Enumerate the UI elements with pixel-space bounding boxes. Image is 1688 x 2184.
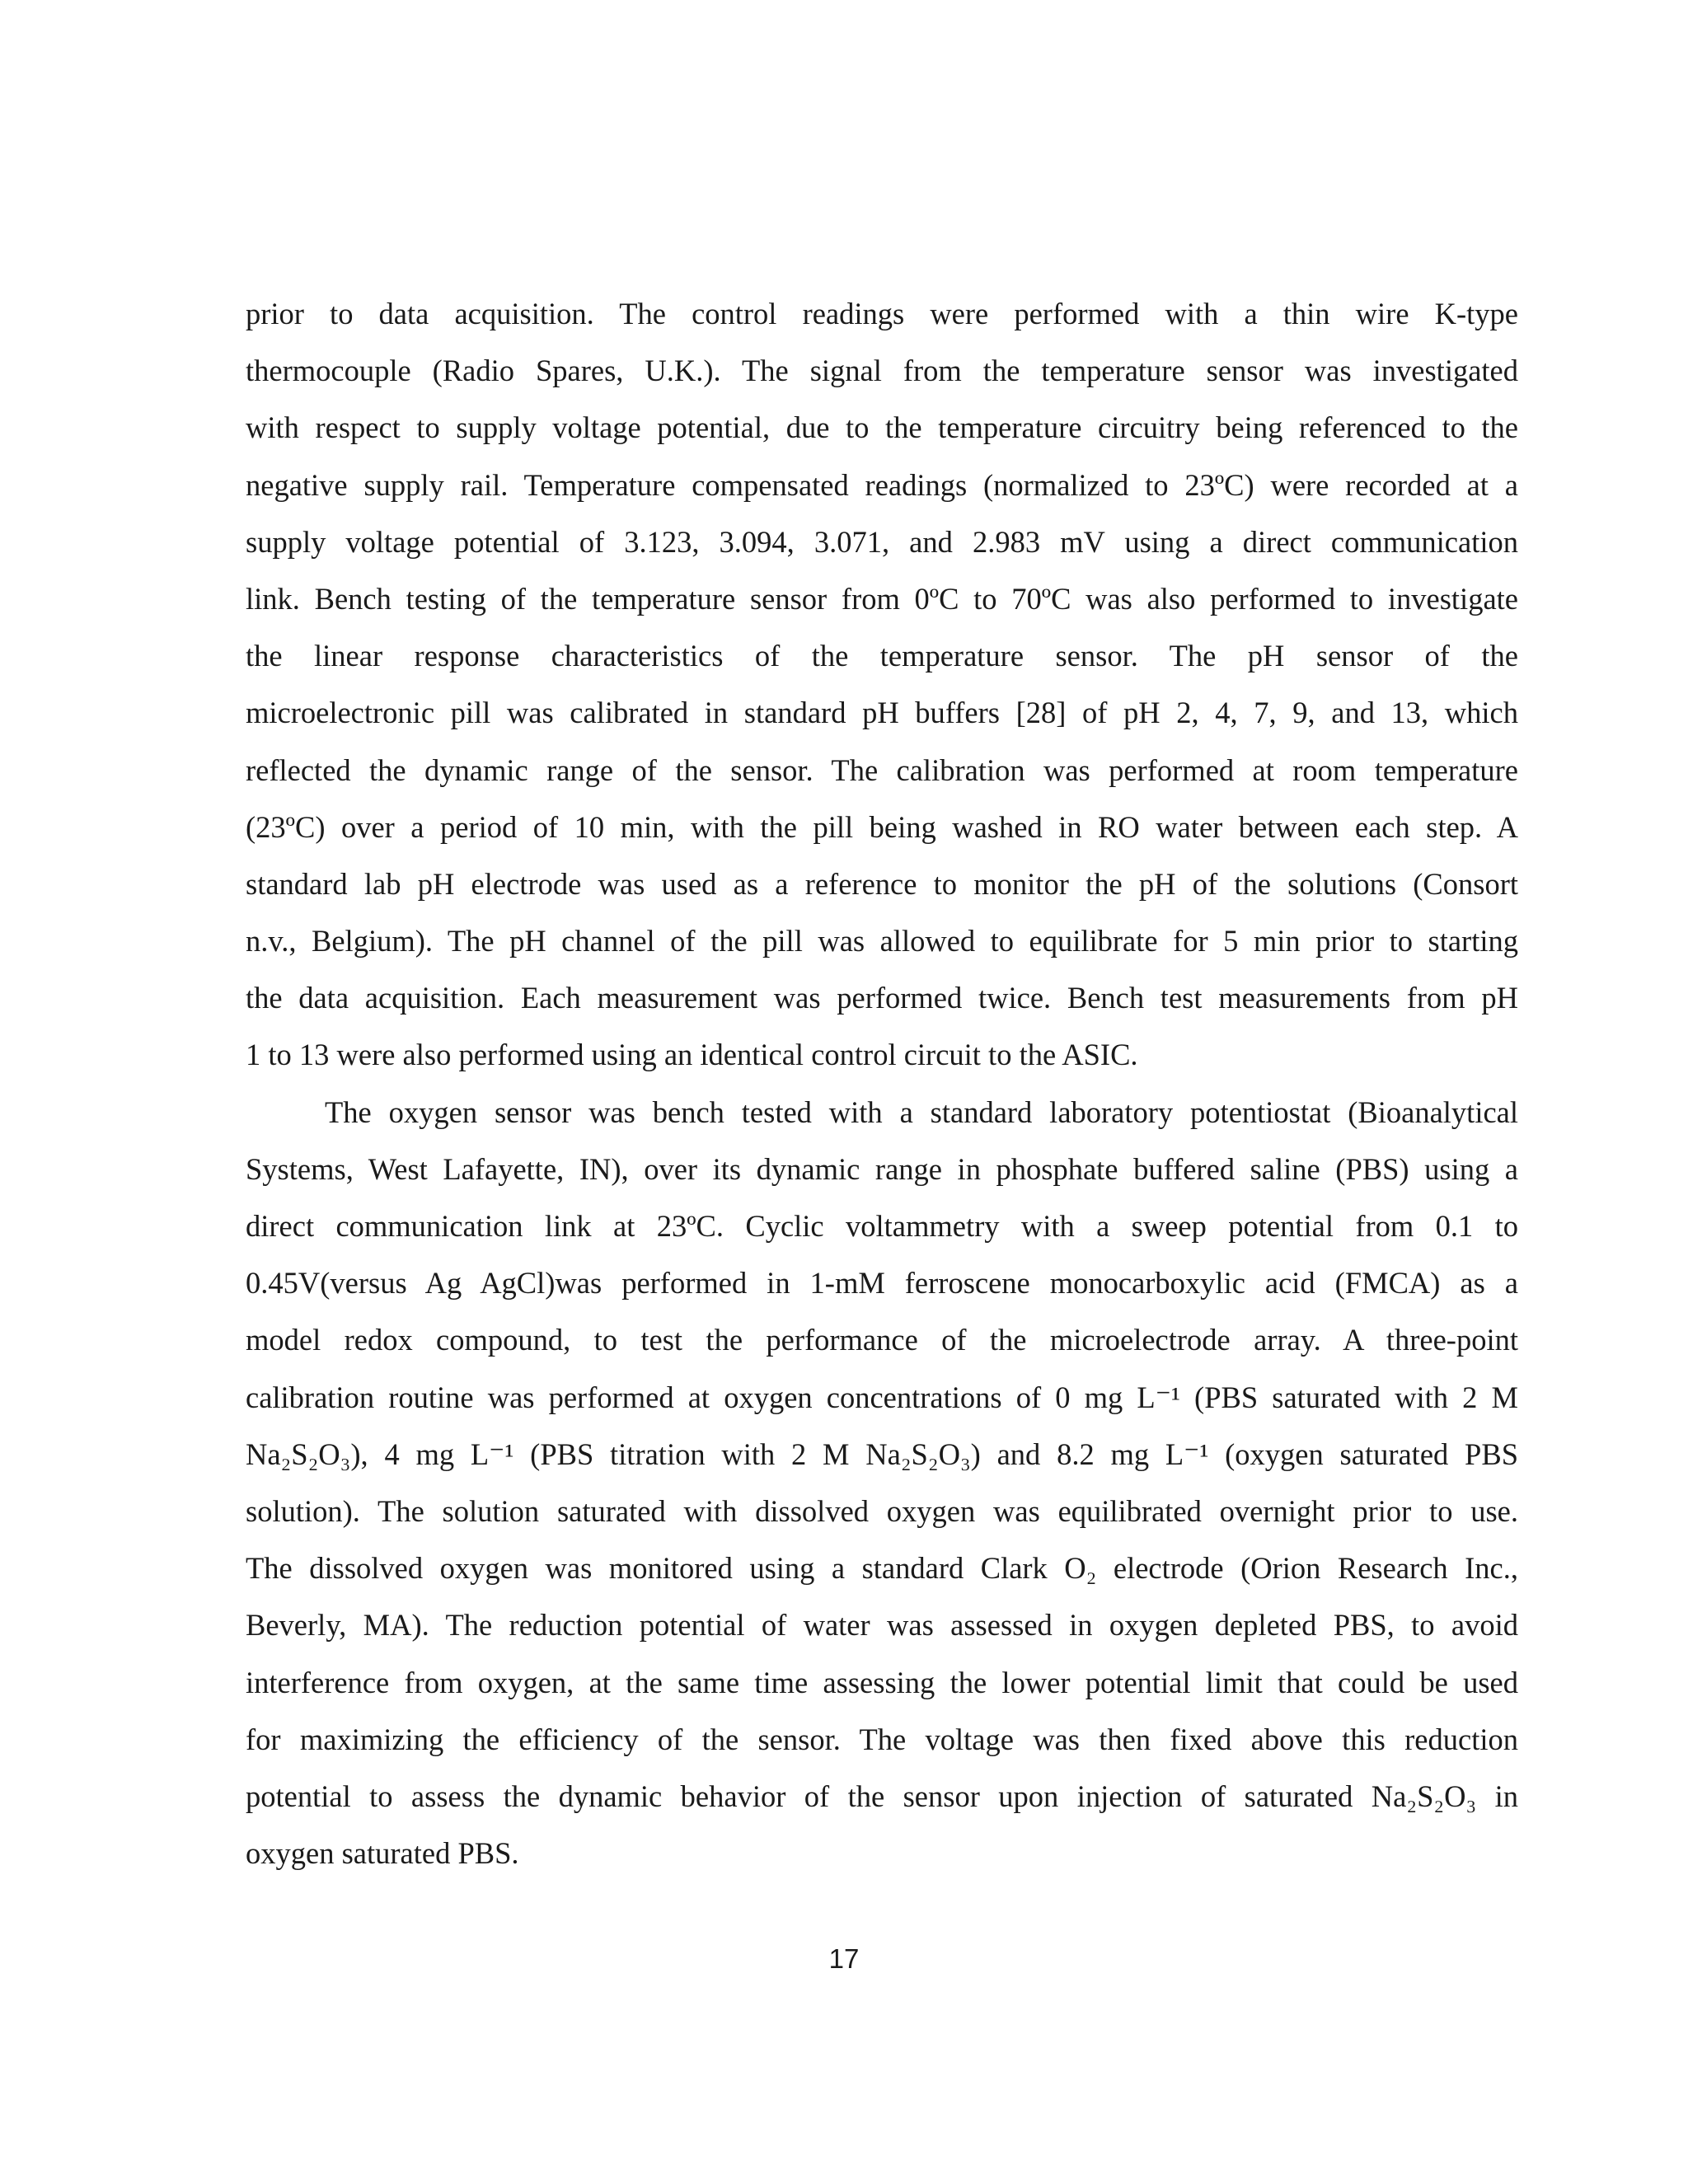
text-line: prior to data acquisition. The control readings were performed with a thin wire K-type — [246, 297, 1518, 330]
text-line: reflected the dynamic range of the sensor. The calibration was performed at room temperature — [246, 752, 1518, 787]
text-line: supply voltage potential of 3.123, 3.094, 3.071, and 2.983 mV using a direct communication — [246, 524, 1518, 559]
text-line: for maximizing the efficiency of the sensor. The voltage was then fixed above this reduction — [246, 1722, 1518, 1756]
text-line: Systems, West Lafayette, IN), over its dynamic range in phosphate buffered saline (PBS) using a — [246, 1151, 1518, 1186]
text-line: standard lab pH electrode was used as a reference to monitor the pH of the solutions (Consort — [246, 866, 1518, 901]
paragraph-2 — [246, 1084, 1518, 1882]
text-line: solution). The solution saturated with dissolved oxygen was equilibrated overnight prior to use. — [246, 1493, 1518, 1528]
text-line: negative supply rail. Temperature compensated readings (normalized to 23ºC) were recorded at a — [246, 467, 1518, 502]
text-line: 0.45V(versus Ag AgCl)was performed in 1-mM ferroscene monocarboxylic acid (FMCA) as a — [246, 1266, 1518, 1301]
text-line: The oxygen sensor was bench tested with a standard laboratory potentiostat (Bioanalytical — [325, 1094, 1518, 1129]
text-line: (23ºC) over a period of 10 min, with the pill being washed in RO water between each step. A — [246, 809, 1518, 844]
text-line: thermocouple (Radio Spares, U.K.). The signal from the temperature sensor was investigated — [246, 354, 1518, 388]
text-line: The dissolved oxygen was monitored using a standard Clark O₂ electrode (Orion Research Inc., — [246, 1551, 1518, 1586]
text-line: model redox compound, to test the performance of the microelectrode array. A three-point — [246, 1323, 1518, 1357]
text-line: oxygen saturated PBS. — [246, 1836, 519, 1871]
page-number: 17 — [828, 1943, 860, 1974]
text-line: n.v., Belgium). The pH channel of the pill was allowed to equilibrate for 5 min prior to starting — [246, 924, 1518, 958]
text-line: the data acquisition. Each measurement was performed twice. Bench test measurements from pH — [246, 981, 1518, 1015]
text-line: the linear response characteristics of the temperature sensor. The pH sensor of the — [246, 639, 1518, 673]
text-line: Beverly, MA). The reduction potential of water was assessed in oxygen depleted PBS, to avoid — [246, 1608, 1518, 1643]
text-line: direct communication link at 23ºC. Cyclic voltammetry with a sweep potential from 0.1 to — [246, 1209, 1518, 1243]
text-line: with respect to supply voltage potential, due to the temperature circuitry being referenced to the — [246, 410, 1518, 445]
text-line: calibration routine was performed at oxygen concentrations of 0 mg L⁻¹ (PBS saturated with 2 M — [246, 1380, 1518, 1414]
body-text — [246, 285, 1518, 1882]
text-line: microelectronic pill was calibrated in standard pH buffers [28] of pH 2, 4, 7, 9, and 13, which — [246, 696, 1518, 730]
text-line: Na₂S₂O₃), 4 mg L⁻¹ (PBS titration with 2 M Na₂S₂O₃) and 8.2 mg L⁻¹ (oxygen saturated PBS — [246, 1436, 1518, 1471]
paragraph-1 — [246, 285, 1518, 1084]
text-line: link. Bench testing of the temperature sensor from 0ºC to 70ºC was also performed to investigate — [246, 581, 1518, 616]
text-line: interference from oxygen, at the same time assessing the lower potential limit that could be used — [246, 1665, 1518, 1699]
text-line: potential to assess the dynamic behavior of the sensor upon injection of saturated Na₂S₂O₃ in — [246, 1779, 1518, 1813]
text-line: 1 to 13 were also performed using an identical control circuit to the ASIC. — [246, 1038, 1138, 1072]
